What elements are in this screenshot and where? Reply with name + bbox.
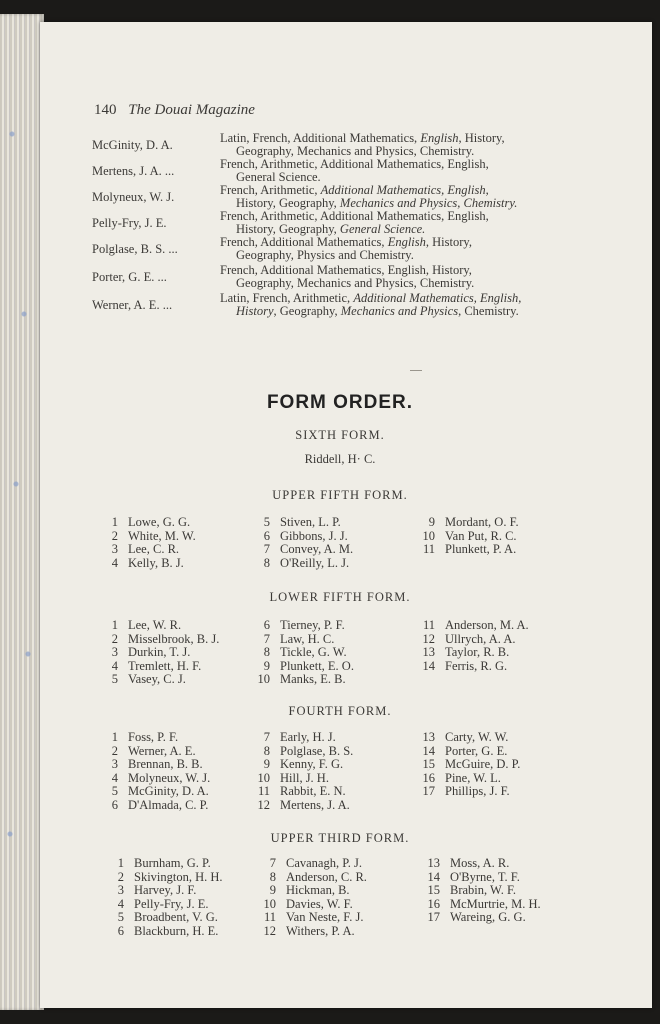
- book-page-edges: [0, 14, 44, 1010]
- subjects-text: Latin, French, Arithmetic,: [220, 291, 354, 305]
- pupil-name: Law, H. C.: [280, 631, 335, 646]
- subjects-text: Latin, French, Additional Mathematics,: [220, 131, 421, 145]
- roster-entry: [98, 798, 208, 813]
- rank-number: 10: [263, 896, 276, 911]
- pupil-name: Van Neste, F. J.: [286, 910, 364, 925]
- pupil-name: O'Reilly, L. J.: [280, 555, 350, 570]
- subjects-text: French, Arithmetic, Additional Mathematics, English,: [220, 209, 489, 223]
- rank-number: 6: [117, 924, 124, 938]
- subjects-text: History, Geography,: [236, 196, 340, 210]
- rank-number: 8: [263, 555, 270, 570]
- roster-entry: [104, 924, 218, 939]
- rank-number: 16: [422, 770, 435, 785]
- rank-number: 11: [263, 910, 276, 925]
- rank-number: 17: [427, 910, 440, 925]
- rank-number: 2: [117, 869, 124, 884]
- italic-subjects: English: [420, 131, 459, 145]
- rank-number: 4: [111, 555, 118, 570]
- subjects-text: General Science.: [236, 170, 321, 184]
- pupil-name: Durkin, T. J.: [128, 645, 191, 660]
- sixth-form-name: Riddell, H· C.: [304, 452, 376, 466]
- lower-fifth-form-title: LOWER FIFTH FORM.: [269, 590, 411, 604]
- rank-number: 17: [422, 784, 435, 799]
- pupil-name: Hickman, B.: [286, 883, 350, 898]
- book-page: [40, 22, 652, 1008]
- rank-number: 4: [111, 770, 118, 785]
- upper-third-form-title: UPPER THIRD FORM.: [270, 831, 410, 845]
- pupil-name: Broadbent, V. G.: [134, 910, 218, 925]
- pupil-name: Rabbit, E. N.: [280, 784, 346, 799]
- rank-number: 3: [111, 645, 118, 660]
- subjects-text: , History,: [458, 131, 505, 145]
- pupil-name: Tierney, P. F.: [280, 618, 345, 632]
- pupil-name: Pelly-Fry, J. E.: [134, 896, 209, 911]
- pupil-name: Stiven, L. P.: [280, 515, 341, 529]
- rank-number: 14: [427, 869, 440, 884]
- pupil-name: Plunkett, P. A.: [445, 542, 517, 557]
- subject-line: [236, 305, 519, 318]
- subjects-text: , History,: [425, 235, 472, 249]
- rank-number: 10: [257, 672, 270, 687]
- rank-number: 9: [263, 658, 270, 673]
- section-divider: [410, 370, 422, 371]
- pupil-name: D'Almada, C. P.: [128, 798, 209, 812]
- pupil-name: Early, H. J.: [280, 730, 336, 744]
- rank-number: 9: [428, 515, 435, 529]
- pupil-name: Porter, G. E.: [445, 743, 508, 758]
- pupil-name: Kenny, F. G.: [280, 757, 344, 772]
- pupil-name: Werner, A. E.: [128, 743, 196, 758]
- subjects-text: History, Geography,: [236, 222, 340, 236]
- rank-number: 11: [422, 618, 435, 632]
- roster-entry: [256, 924, 355, 939]
- rank-number: 5: [117, 910, 124, 925]
- student-name: Werner, A. E. ...: [92, 298, 173, 312]
- pupil-name: Brabin, W. F.: [450, 883, 517, 898]
- rank-number: 7: [263, 542, 270, 557]
- pupil-name: Brennan, B. B.: [128, 757, 203, 772]
- rank-number: 5: [111, 784, 118, 799]
- pupil-name: Taylor, R. B.: [445, 645, 510, 660]
- rank-number: 1: [111, 515, 118, 529]
- italic-subjects: Additional Mathematics, English,: [353, 291, 522, 305]
- pupil-name: Van Put, R. C.: [445, 528, 517, 543]
- student-name: Molyneux, W. J.: [92, 190, 175, 204]
- pupil-name: Anderson, M. A.: [445, 618, 529, 632]
- rank-number: 9: [269, 883, 276, 898]
- student-name: Porter, G. E. ...: [92, 270, 167, 284]
- roster-entry: [250, 798, 350, 813]
- pupil-name: Mertens, J. A.: [280, 798, 350, 812]
- pupil-name: Foss, P. F.: [128, 730, 179, 744]
- rank-number: 8: [263, 743, 270, 758]
- subjects-text: French, Arithmetic, Additional Mathematics, English,: [220, 157, 489, 171]
- rank-number: 6: [263, 618, 270, 632]
- pupil-name: Burnham, G. P.: [134, 856, 211, 870]
- running-header: [94, 102, 255, 119]
- rank-number: 6: [111, 798, 118, 812]
- pupil-name: McGinity, D. A.: [128, 784, 209, 799]
- rank-number: 13: [422, 645, 435, 660]
- rank-number: 1: [111, 730, 118, 744]
- rank-number: 7: [263, 730, 270, 744]
- pupil-name: Convey, A. M.: [280, 542, 354, 557]
- rank-number: 2: [111, 631, 118, 646]
- rank-number: 2: [111, 743, 118, 758]
- subjects-text: , Geography,: [273, 304, 341, 318]
- rank-number: 3: [111, 542, 118, 557]
- pupil-name: Withers, P. A.: [286, 924, 355, 938]
- roster-entry: [415, 542, 516, 557]
- pupil-name: Hill, J. H.: [280, 770, 329, 785]
- italic-subjects: General Science.: [339, 222, 426, 236]
- subjects-text: French, Additional Mathematics, English, History,: [220, 263, 472, 277]
- rank-number: 10: [422, 528, 435, 543]
- rank-number: 5: [111, 672, 118, 687]
- pupil-name: Pine, W. L.: [445, 770, 501, 785]
- pupil-name: Cavanagh, P. J.: [286, 856, 363, 870]
- fourth-form-title: FOURTH FORM.: [288, 704, 392, 718]
- rank-number: 7: [263, 631, 270, 646]
- roster-entry: [98, 556, 184, 571]
- rank-number: 11: [422, 542, 435, 557]
- form-order-title: FORM ORDER.: [266, 392, 414, 413]
- italic-subjects: English: [387, 235, 426, 249]
- rank-number: 13: [422, 730, 435, 744]
- rank-number: 14: [422, 743, 435, 758]
- rank-number: 8: [263, 645, 270, 660]
- roster-entry: [415, 659, 507, 674]
- pupil-name: Lowe, G. G.: [128, 515, 191, 529]
- rank-number: 11: [257, 784, 270, 799]
- pupil-name: Wareing, G. G.: [450, 910, 526, 925]
- roster-entry: [420, 910, 526, 925]
- pupil-name: Tremlett, H. F.: [128, 658, 202, 673]
- student-name: Mertens, J. A. ...: [92, 164, 175, 178]
- subject-line: [236, 277, 474, 290]
- subjects-text: Geography, Physics and Chemistry.: [236, 248, 414, 262]
- pupil-name: Ferris, R. G.: [445, 658, 508, 673]
- rank-number: 1: [117, 856, 124, 870]
- pupil-name: Harvey, J. F.: [134, 883, 197, 898]
- rank-number: 6: [263, 528, 270, 543]
- pupil-name: Tickle, G. W.: [280, 645, 347, 660]
- subjects-text: , Chemistry.: [458, 304, 519, 318]
- rank-number: 12: [263, 924, 276, 938]
- page-number: 140: [94, 102, 117, 118]
- subjects-text: French, Additional Mathematics,: [220, 235, 388, 249]
- pupil-name: Polglase, B. S.: [280, 743, 354, 758]
- pupil-name: Lee, C. R.: [128, 542, 180, 557]
- roster-entry: [250, 672, 346, 687]
- rank-number: 4: [117, 896, 124, 911]
- pupil-name: Ullrych, A. A.: [445, 631, 516, 646]
- pupil-name: Carty, W. W.: [445, 730, 509, 744]
- rank-number: 10: [257, 770, 270, 785]
- pupil-name: Skivington, H. H.: [134, 869, 223, 884]
- pupil-name: Gibbons, J. J.: [280, 528, 348, 543]
- rank-number: 8: [269, 869, 276, 884]
- rank-number: 5: [263, 515, 270, 529]
- rank-number: 12: [422, 631, 435, 646]
- rank-number: 13: [427, 856, 440, 870]
- pupil-name: Blackburn, H. E.: [134, 924, 219, 938]
- subjects-text: Geography, Mechanics and Physics, Chemistry.: [236, 276, 475, 290]
- rank-number: 4: [111, 658, 118, 673]
- pupil-name: O'Byrne, T. F.: [450, 869, 520, 884]
- pupil-name: Kelly, B. J.: [128, 555, 184, 570]
- italic-subjects: Additional Mathematics, English,: [320, 183, 489, 197]
- rank-number: 9: [263, 757, 270, 772]
- student-name: Pelly-Fry, J. E.: [92, 216, 167, 230]
- rank-number: 1: [111, 618, 118, 632]
- subjects-text: French, Arithmetic,: [220, 183, 321, 197]
- pupil-name: McGuire, D. P.: [445, 757, 521, 772]
- rank-number: 12: [257, 798, 270, 812]
- pupil-name: Misselbrook, B. J.: [128, 631, 220, 646]
- rank-number: 15: [422, 757, 435, 772]
- pupil-name: Plunkett, E. O.: [280, 658, 354, 673]
- rank-number: 14: [422, 658, 435, 673]
- pupil-name: Manks, E. B.: [280, 672, 346, 687]
- pupil-name: Vasey, C. J.: [128, 672, 186, 687]
- pupil-name: Phillips, J. F.: [445, 784, 510, 799]
- pupil-name: McMurtrie, M. H.: [450, 896, 541, 911]
- subjects-text: Geography, Mechanics and Physics, Chemistry.: [236, 144, 475, 158]
- rank-number: 3: [111, 757, 118, 772]
- pupil-name: Moss, A. R.: [450, 856, 510, 870]
- pupil-name: Anderson, C. R.: [286, 869, 367, 884]
- roster-entry: [250, 556, 349, 571]
- italic-subjects: History: [236, 304, 274, 318]
- student-name: McGinity, D. A.: [92, 138, 173, 152]
- upper-fifth-form-title: UPPER FIFTH FORM.: [272, 488, 408, 502]
- subject-line: [236, 249, 414, 262]
- rank-number: 16: [427, 896, 440, 911]
- rank-number: 15: [427, 883, 440, 898]
- student-name: Polglase, B. S. ...: [92, 242, 178, 256]
- pupil-name: Lee, W. R.: [128, 618, 182, 632]
- rank-number: 7: [269, 856, 276, 870]
- roster-entry: [415, 784, 510, 799]
- pupil-name: Molyneux, W. J.: [128, 770, 211, 785]
- roster-entry: [98, 672, 186, 687]
- pupil-name: Mordant, O. F.: [445, 515, 519, 529]
- italic-subjects: Mechanics and Physics, Chemistry.: [339, 196, 518, 210]
- rank-number: 2: [111, 528, 118, 543]
- sixth-form-title: SIXTH FORM.: [295, 428, 385, 442]
- italic-subjects: Mechanics and Physics: [340, 304, 459, 318]
- rank-number: 3: [117, 883, 124, 898]
- pupil-name: White, M. W.: [128, 528, 196, 543]
- magazine-title: The Douai Magazine: [128, 102, 255, 118]
- pupil-name: Davies, W. F.: [286, 896, 353, 911]
